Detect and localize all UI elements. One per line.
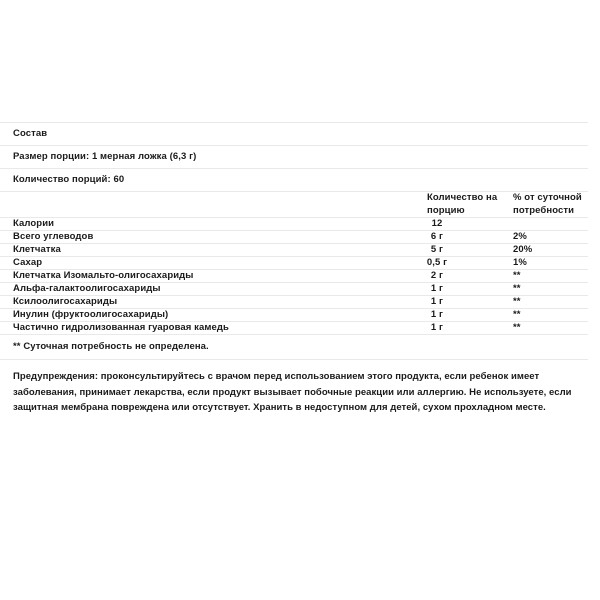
table-row xyxy=(0,231,588,244)
table-row xyxy=(0,322,588,335)
table-row xyxy=(0,270,588,283)
nutrient-amount: 0,5 г xyxy=(415,257,505,270)
nutrient-name: Калории xyxy=(0,218,415,231)
table-row xyxy=(0,257,588,270)
daily-value-footnote: ** Суточная потребность не определена. xyxy=(0,334,588,360)
nutrient-amount: 1 г xyxy=(415,309,505,322)
nutrient-daily-value xyxy=(505,218,588,231)
nutrition-table-body xyxy=(0,218,588,335)
table-row xyxy=(0,283,588,296)
table-row xyxy=(0,309,588,322)
nutrient-amount: 12 xyxy=(415,218,505,231)
intro-line-servings-per-container: Количество порций: 60 xyxy=(0,168,588,191)
nutrient-name: Клетчатка xyxy=(0,244,415,257)
column-header-daily-value: % от суточной потребности xyxy=(513,192,582,216)
nutrition-table-head xyxy=(0,192,588,218)
nutrient-daily-value: 20% xyxy=(505,244,588,257)
nutrient-name: Альфа-галактоолигосахариды xyxy=(0,283,415,296)
intro-line-serving-size: Размер порции: 1 мерная ложка (6,3 г) xyxy=(0,145,588,168)
nutrient-daily-value: ** xyxy=(505,270,588,283)
nutrient-daily-value: ** xyxy=(505,309,588,322)
nutrient-name: Ксилоолигосахариды xyxy=(0,296,415,309)
nutrient-name: Клетчатка Изомальто-олигосахариды xyxy=(0,270,415,283)
nutrient-name: Частично гидролизованная гуаровая камедь xyxy=(0,322,415,335)
table-row xyxy=(0,296,588,309)
table-row xyxy=(0,218,588,231)
nutrient-name: Инулин (фруктоолигосахариды) xyxy=(0,309,415,322)
nutrient-amount: 2 г xyxy=(415,270,505,283)
nutrient-name: Сахар xyxy=(0,257,415,270)
nutrient-daily-value: ** xyxy=(505,296,588,309)
nutrient-amount: 1 г xyxy=(415,296,505,309)
table-row xyxy=(0,244,588,257)
column-header-nutrient xyxy=(0,192,415,218)
nutrient-amount: 6 г xyxy=(415,231,505,244)
nutrition-table xyxy=(0,191,588,334)
column-header-amount-per-serving: Количество на порцию xyxy=(427,192,498,216)
nutrient-amount: 1 г xyxy=(415,283,505,296)
nutrient-daily-value: ** xyxy=(505,283,588,296)
supplement-facts-panel xyxy=(0,122,588,416)
table-header-row xyxy=(0,192,588,218)
nutrient-daily-value: ** xyxy=(505,322,588,335)
nutrient-name: Всего углеводов xyxy=(0,231,415,244)
nutrient-daily-value: 1% xyxy=(505,257,588,270)
warning-paragraph: Предупреждения: проконсультируйтесь с врачом перед использованием этого продукта, если ребенок имеет заболевания, принимает лекарства, если продукт вызывает побочные реакции или аллергию. Не используете, если защитная мембрана повреждена или отсутствует. Хранить в недоступном для детей, сухом прохладном месте. xyxy=(13,371,572,413)
nutrient-daily-value: 2% xyxy=(505,231,588,244)
nutrient-amount: 1 г xyxy=(415,322,505,335)
intro-line-composition: Состав xyxy=(0,122,588,145)
nutrient-amount: 5 г xyxy=(415,244,505,257)
